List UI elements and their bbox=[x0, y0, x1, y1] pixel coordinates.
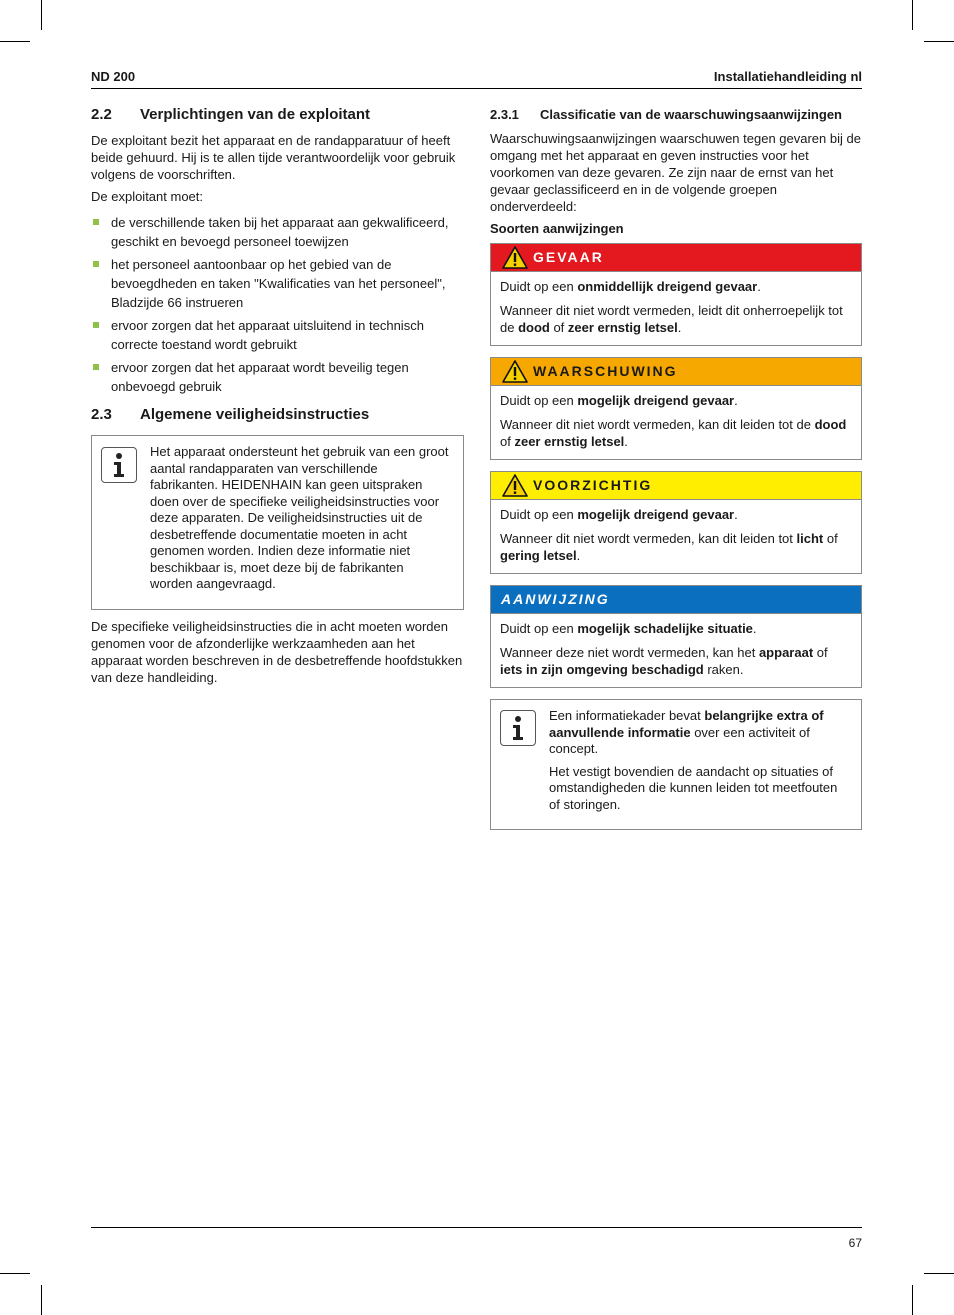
warning-triangle-icon bbox=[502, 360, 528, 383]
info-icon bbox=[101, 447, 137, 483]
crop-mark bbox=[912, 0, 913, 30]
warning-label: WAARSCHUWING bbox=[533, 363, 678, 379]
warning-label: VOORZICHTIG bbox=[533, 477, 653, 493]
info-icon bbox=[500, 710, 536, 746]
info-text: Een informatiekader bevat belangrijke extra of aanvullende informatie over een activiteit of concept. bbox=[549, 708, 824, 756]
list-item: ervoor zorgen dat het apparaat uitsluitend in technisch correcte toestand wordt gebruikt bbox=[91, 316, 464, 354]
section-2-2-lead: De exploitant moet: bbox=[91, 189, 204, 204]
warning-line-2: Wanneer dit niet wordt vermeden, kan dit leiden tot licht of gering letsel. bbox=[500, 531, 838, 563]
warning-triangle-icon bbox=[502, 246, 528, 269]
warning-box-gevaar bbox=[490, 243, 862, 346]
section-2-3-1-heading: 2.3.1 Classificatie van de waarschuwingsaanwijzingen bbox=[490, 107, 842, 122]
warning-header bbox=[491, 586, 861, 614]
crop-mark bbox=[41, 0, 42, 30]
warning-line-1: Duidt op een mogelijk schadelijke situatie. bbox=[500, 621, 757, 636]
section-2-2-intro: De exploitant bezit het apparaat en de randapparatuur of heeft beide gehuurd. Hij is te allen tijde verantwoordelijk voor gebruik volgens de voorschriften. bbox=[91, 133, 456, 182]
warning-header bbox=[491, 472, 861, 500]
crop-mark bbox=[41, 1285, 42, 1315]
info-box bbox=[91, 435, 464, 610]
bullet-icon bbox=[93, 261, 99, 267]
obligations-list bbox=[91, 213, 464, 396]
list-item: het personeel aantoonbaar op het gebied van de bevoegdheden en taken "Kwalificaties van het personeel", Bladzijde 66 instrueren bbox=[91, 255, 464, 312]
page-number: 67 bbox=[848, 1236, 862, 1250]
header-product: ND 200 bbox=[91, 69, 136, 84]
warning-line-1: Duidt op een mogelijk dreigend gevaar. bbox=[500, 507, 738, 522]
warning-line-1: Duidt op een mogelijk dreigend gevaar. bbox=[500, 393, 738, 408]
section-2-2-heading: 2.2 Verplichtingen van de exploitant bbox=[91, 106, 371, 123]
info-box-example bbox=[490, 699, 862, 830]
warning-header bbox=[491, 244, 861, 272]
warning-box-waarschuwing bbox=[490, 357, 862, 460]
warning-line-2: Wanneer deze niet wordt vermeden, kan het apparaat of iets in zijn omgeving beschadigd raken. bbox=[500, 645, 828, 677]
footer-rule bbox=[91, 1227, 862, 1228]
section-2-3-heading: 2.3 Algemene veiligheidsinstructies bbox=[91, 406, 370, 423]
subheading-types: Soorten aanwijzingen bbox=[490, 221, 624, 236]
warning-box-voorzichtig bbox=[490, 471, 862, 574]
header-manual-title: Installatiehandleiding nl bbox=[713, 69, 862, 84]
warning-triangle-icon bbox=[502, 474, 528, 497]
crop-mark bbox=[0, 1273, 30, 1274]
list-item: ervoor zorgen dat het apparaat wordt beveilig tegen onbevoegd gebruik bbox=[91, 358, 464, 396]
warning-label: AANWIJZING bbox=[501, 591, 610, 607]
list-item: de verschillende taken bij het apparaat aan gekwalificeerd, geschikt en bevoegd personeel toewijzen bbox=[91, 213, 464, 251]
warning-line-1: Duidt op een onmiddellijk dreigend gevaar. bbox=[500, 279, 761, 294]
crop-mark bbox=[924, 1273, 954, 1274]
page-header bbox=[91, 68, 862, 89]
bullet-icon bbox=[93, 322, 99, 328]
warning-label: GEVAAR bbox=[533, 249, 604, 265]
warning-line-2: Wanneer dit niet wordt vermeden, kan dit leiden tot de dood of zeer ernstig letsel. bbox=[500, 417, 847, 449]
left-column bbox=[91, 106, 464, 691]
crop-mark bbox=[912, 1285, 913, 1315]
warning-header bbox=[491, 358, 861, 386]
section-2-3-1-intro: Waarschuwingsaanwijzingen waarschuwen tegen gevaren bij de omgang met het apparaat en geven instructies voor het voorkomen van deze gevaren. Ze zijn naar de ernst van het gevaar geclassificeerd en in de volgende groepen onderverdeeld: bbox=[490, 131, 861, 214]
bullet-icon bbox=[93, 219, 99, 225]
right-column bbox=[490, 106, 862, 830]
crop-mark bbox=[0, 41, 30, 42]
section-2-3-text: De specifieke veiligheidsinstructies die in acht moeten worden genomen voor de afzonderlijke werkzaamheden aan het apparaat worden beschreven in de desbetreffende hoofdstukken van deze handleiding. bbox=[91, 618, 463, 685]
bullet-icon bbox=[93, 364, 99, 370]
info-text-2: Het vestigt bovendien de aandacht op situaties of omstandigheden die kunnen leiden tot meetfouten of storingen. bbox=[549, 763, 838, 812]
info-text: Het apparaat ondersteunt het gebruik van een groot aantal randapparaten van verschillende fabrikanten. HEIDENHAIN kan geen uitspraken doen over de specifieke veiligheidsinstructies voor deze apparaten. De veiligheidsinstructies uit de desbetreffende documentatie moeten in acht genomen worden. Indien deze informatie niet beschikbaar is, moet deze bij de fabrikanten worden aangevraagd. bbox=[150, 444, 449, 591]
warning-line-2: Wanneer dit niet wordt vermeden, leidt dit onherroepelijk tot de dood of zeer ernstig letsel. bbox=[500, 303, 843, 335]
crop-mark bbox=[924, 41, 954, 42]
warning-box-aanwijzing bbox=[490, 585, 862, 688]
